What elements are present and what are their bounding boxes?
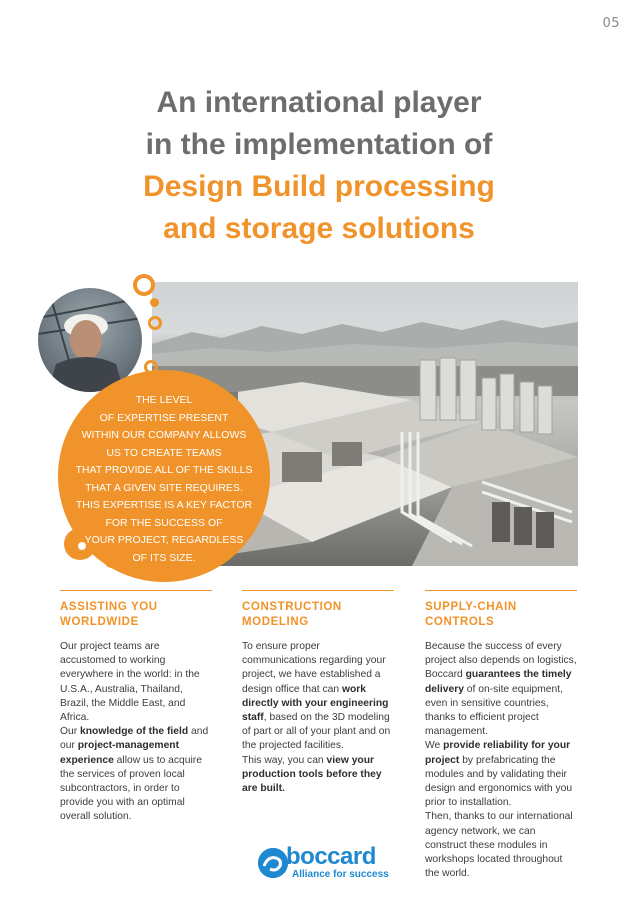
logo-mark-icon [258,848,288,878]
quote-line: OF EXPERTISE PRESENT [99,411,229,424]
body-text: by prefabricating the modules and by validating their design and ergonomics with you prior to installation. [425,754,573,809]
headline-line-2: in the implementation of [145,128,493,161]
quote-line: THE LEVEL [135,394,193,406]
body-text: We [425,740,444,752]
quote-line: US TO CREATE TEAMS [106,446,222,459]
body-text: , based on the 3D modeling of part or all of your plant and on the projected facilities. [242,712,391,752]
decorative-ring [144,360,158,374]
decorative-dot [150,298,159,307]
body-bold-text: work directly with your engineering staff [242,683,389,724]
column-construction-modeling [242,590,394,796]
body-bold-text: view your production tools before they are built. [242,754,382,795]
headline-line-4: and storage solutions [163,212,475,245]
headline-line-1: An international player [156,86,482,119]
column-divider [60,590,212,591]
logo-wordmark: boccard [286,843,376,870]
body-bold-text: project-management experience [60,740,180,766]
body-text: and our [60,726,209,752]
column-title: SUPPLY-CHAIN CONTROLS [425,601,517,628]
boccard-logo [258,844,388,884]
column-title: ASSISTING YOU WORLDWIDE [60,601,158,628]
decorative-ring [148,316,162,330]
quote-line: OF ITS SIZE. [132,551,196,564]
column-body [60,640,212,825]
body-text: Our [60,726,81,738]
column-divider [425,590,577,591]
body-text: To ensure proper communications regarding your project, we have established a design office that can [242,641,386,695]
body-text: allow us to acquire the services of proven local subcontractors, in order to provide you with an optimal overall solution. [60,754,202,823]
body-text: Our project teams are accustomed to working everywhere in the world: in the U.S.A., Australia, Thailand, Brazil, the Middle East, and Africa. [60,641,200,724]
body-bold-text: guarantees the timely delivery [425,669,572,695]
column-divider [242,590,394,591]
headline-line-3: Design Build processing [143,170,495,203]
decorative-ring [133,274,155,296]
column-supply-chain-controls [425,590,577,881]
page-headline [0,82,638,250]
quote-line: THAT PROVIDE ALL OF THE SKILLS [75,464,253,476]
body-text: This way, you can [242,754,327,766]
column-assisting-worldwide [60,590,212,825]
column-body [242,640,394,796]
quote-line: THIS EXPERTISE IS A KEY FACTOR [75,499,253,511]
column-body [425,640,577,881]
body-text: Then, thanks to our international agency network, we can construct these modules in workshops located throughout the world. [425,811,573,880]
quote-line: YOUR PROJECT, REGARDLESS [84,534,244,546]
quote-line: WITHIN OUR COMPANY ALLOWS [81,429,247,441]
page-number: 05 [602,16,620,31]
logo-tagline: Alliance for success [292,869,389,880]
column-title: CONSTRUCTION MODELING [242,601,342,628]
body-text: Because the success of every project also depends on logistics, Boccard [425,641,577,681]
body-bold-text: knowledge of the field [80,726,189,738]
body-bold-text: provide reliability for your project [425,740,571,766]
quote-text [58,392,270,567]
body-text: of on-site equipment, even in sensitive countries, thanks to efficient project management. [425,683,563,738]
quote-line: THAT A GIVEN SITE REQUIRES. [85,481,243,494]
quote-line: FOR THE SUCCESS OF [105,516,223,529]
